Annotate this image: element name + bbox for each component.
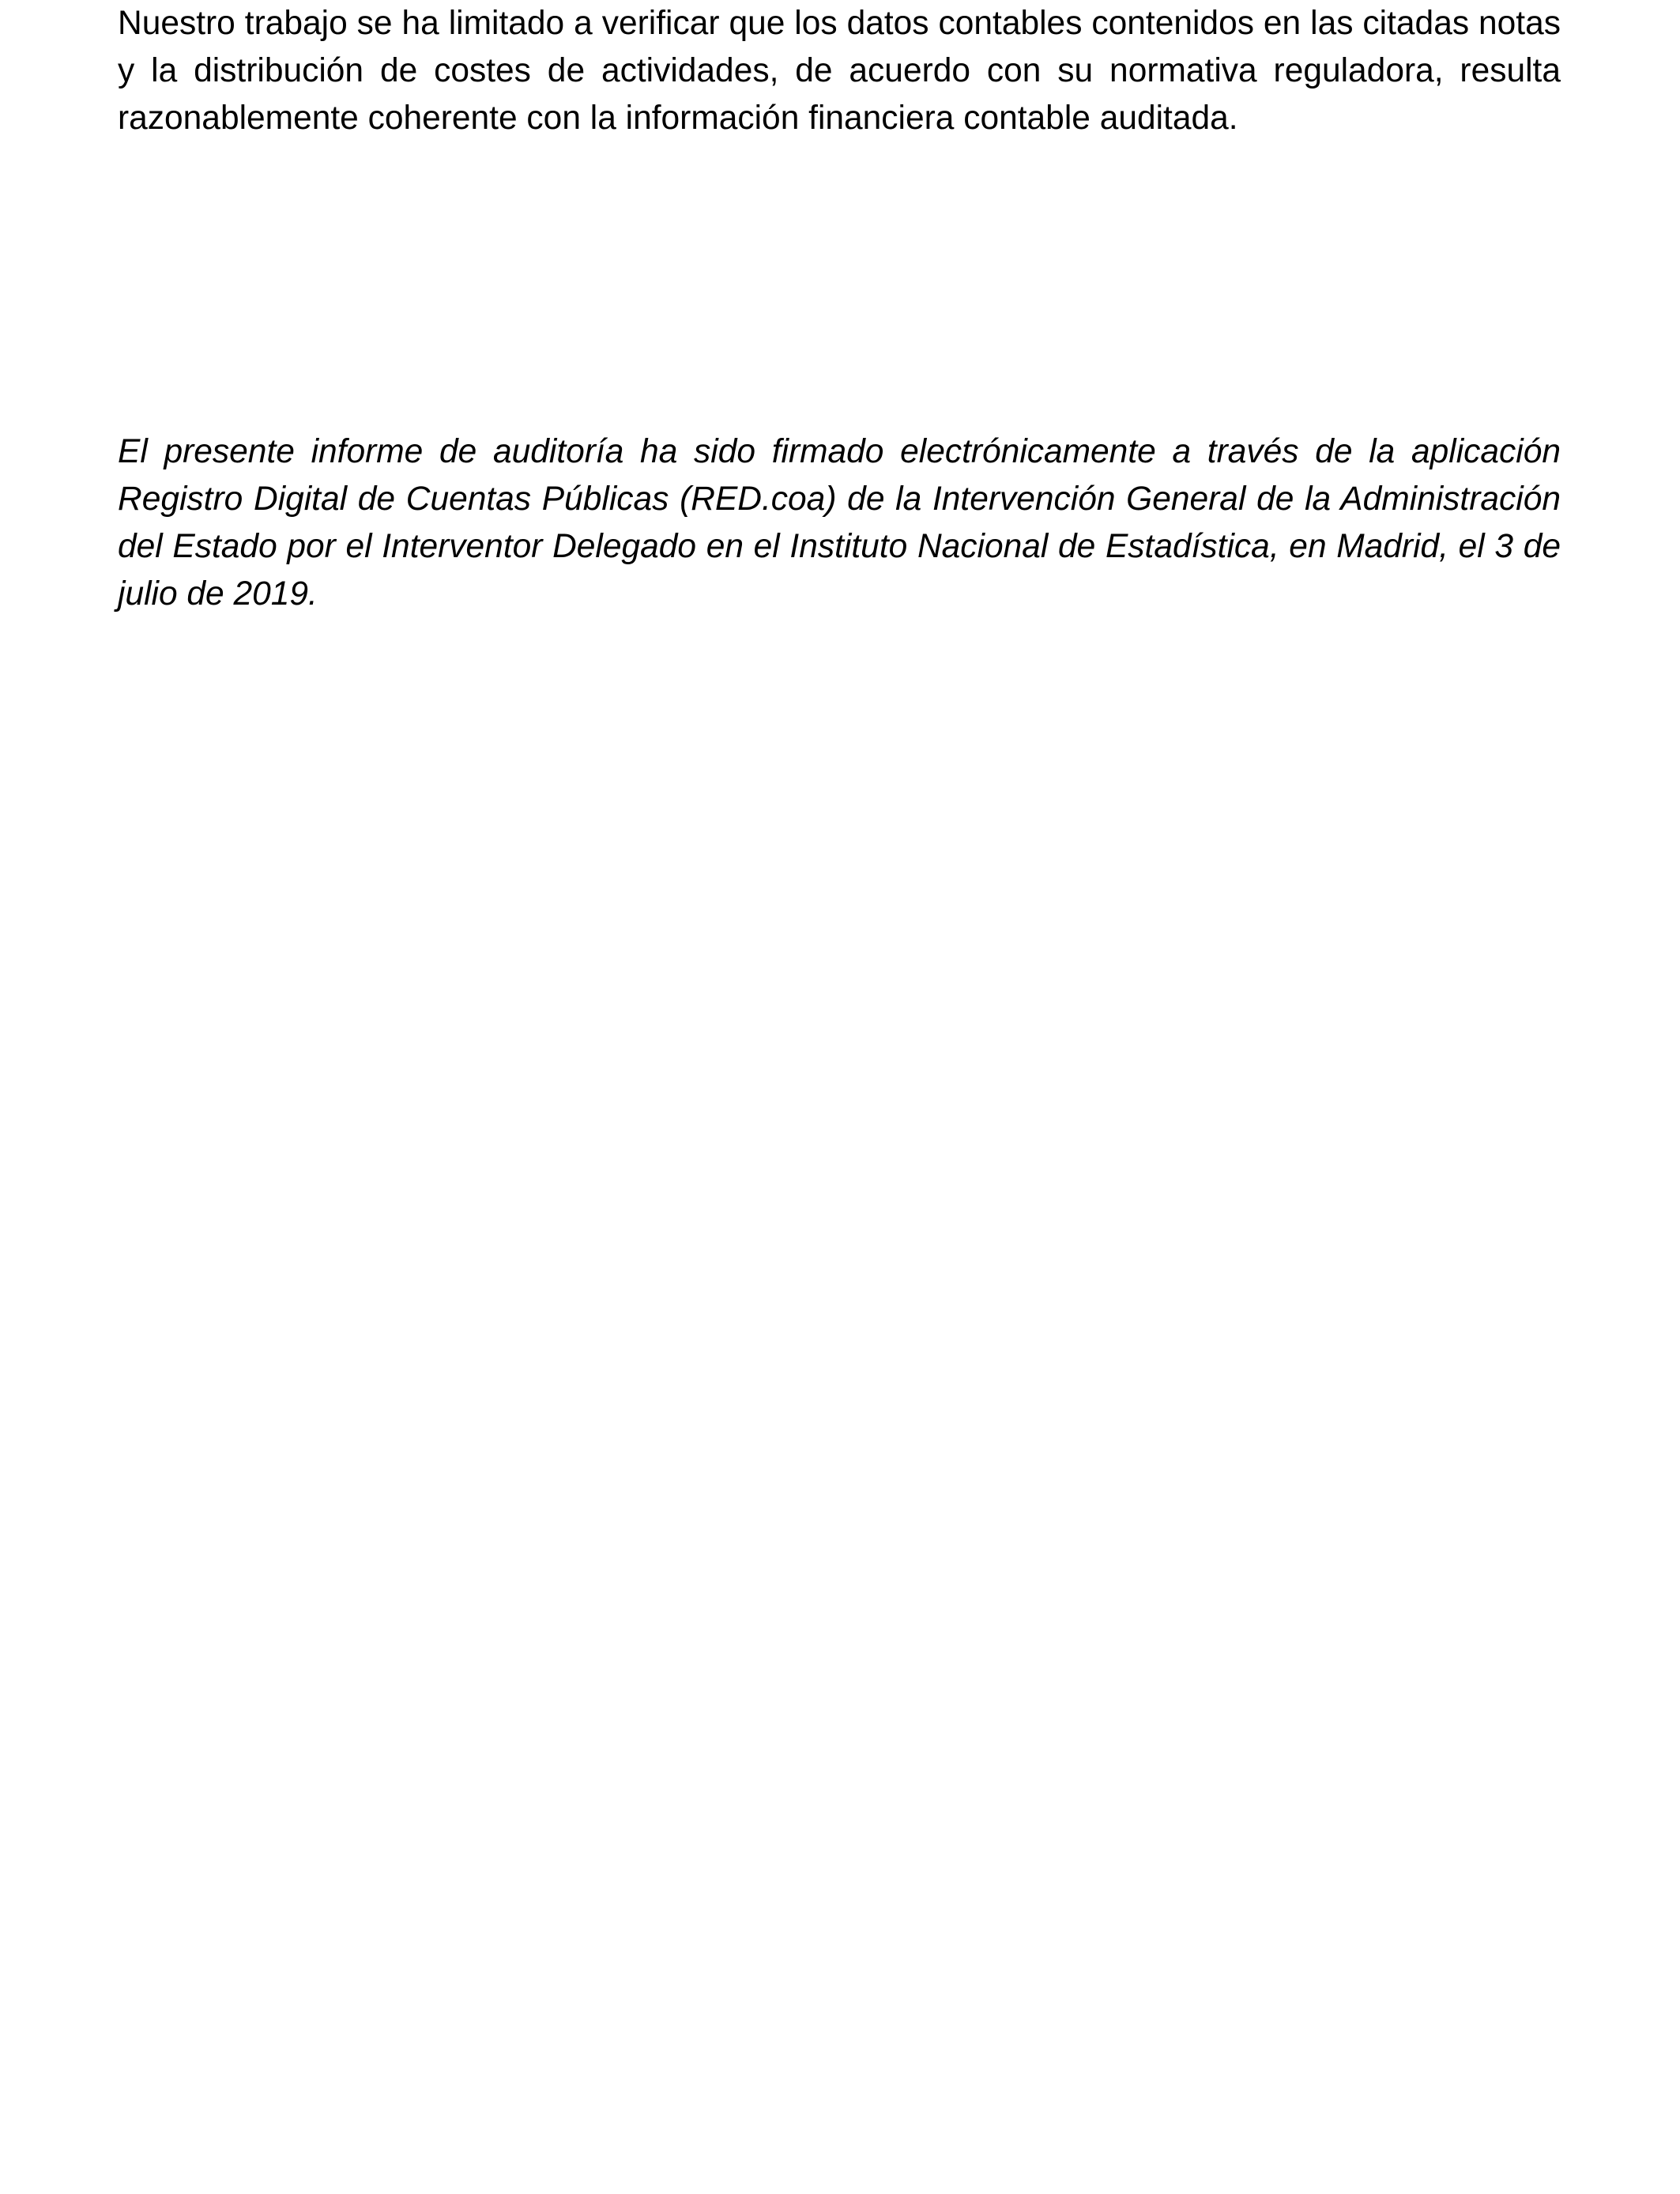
electronic-signature-paragraph: El presente informe de auditoría ha sido firmado electrónicamente a través de la aplicación Registro Digital de Cuentas Públicas (RED.coa) de la Intervención General de la Administración del Estado por el Interventor Delegado en el Instituto Nacional de Estadística, en Madrid, el 3 de julio de 2019. (118, 433, 1561, 613)
audit-scope-paragraph: Nuestro trabajo se ha limitado a verificar que los datos contables contenidos en las citadas notas y la distribución de costes de actividades, de acuerdo con su normativa reguladora, resulta razonablemente coherente con la información financiera contable auditada. (118, 5, 1561, 137)
